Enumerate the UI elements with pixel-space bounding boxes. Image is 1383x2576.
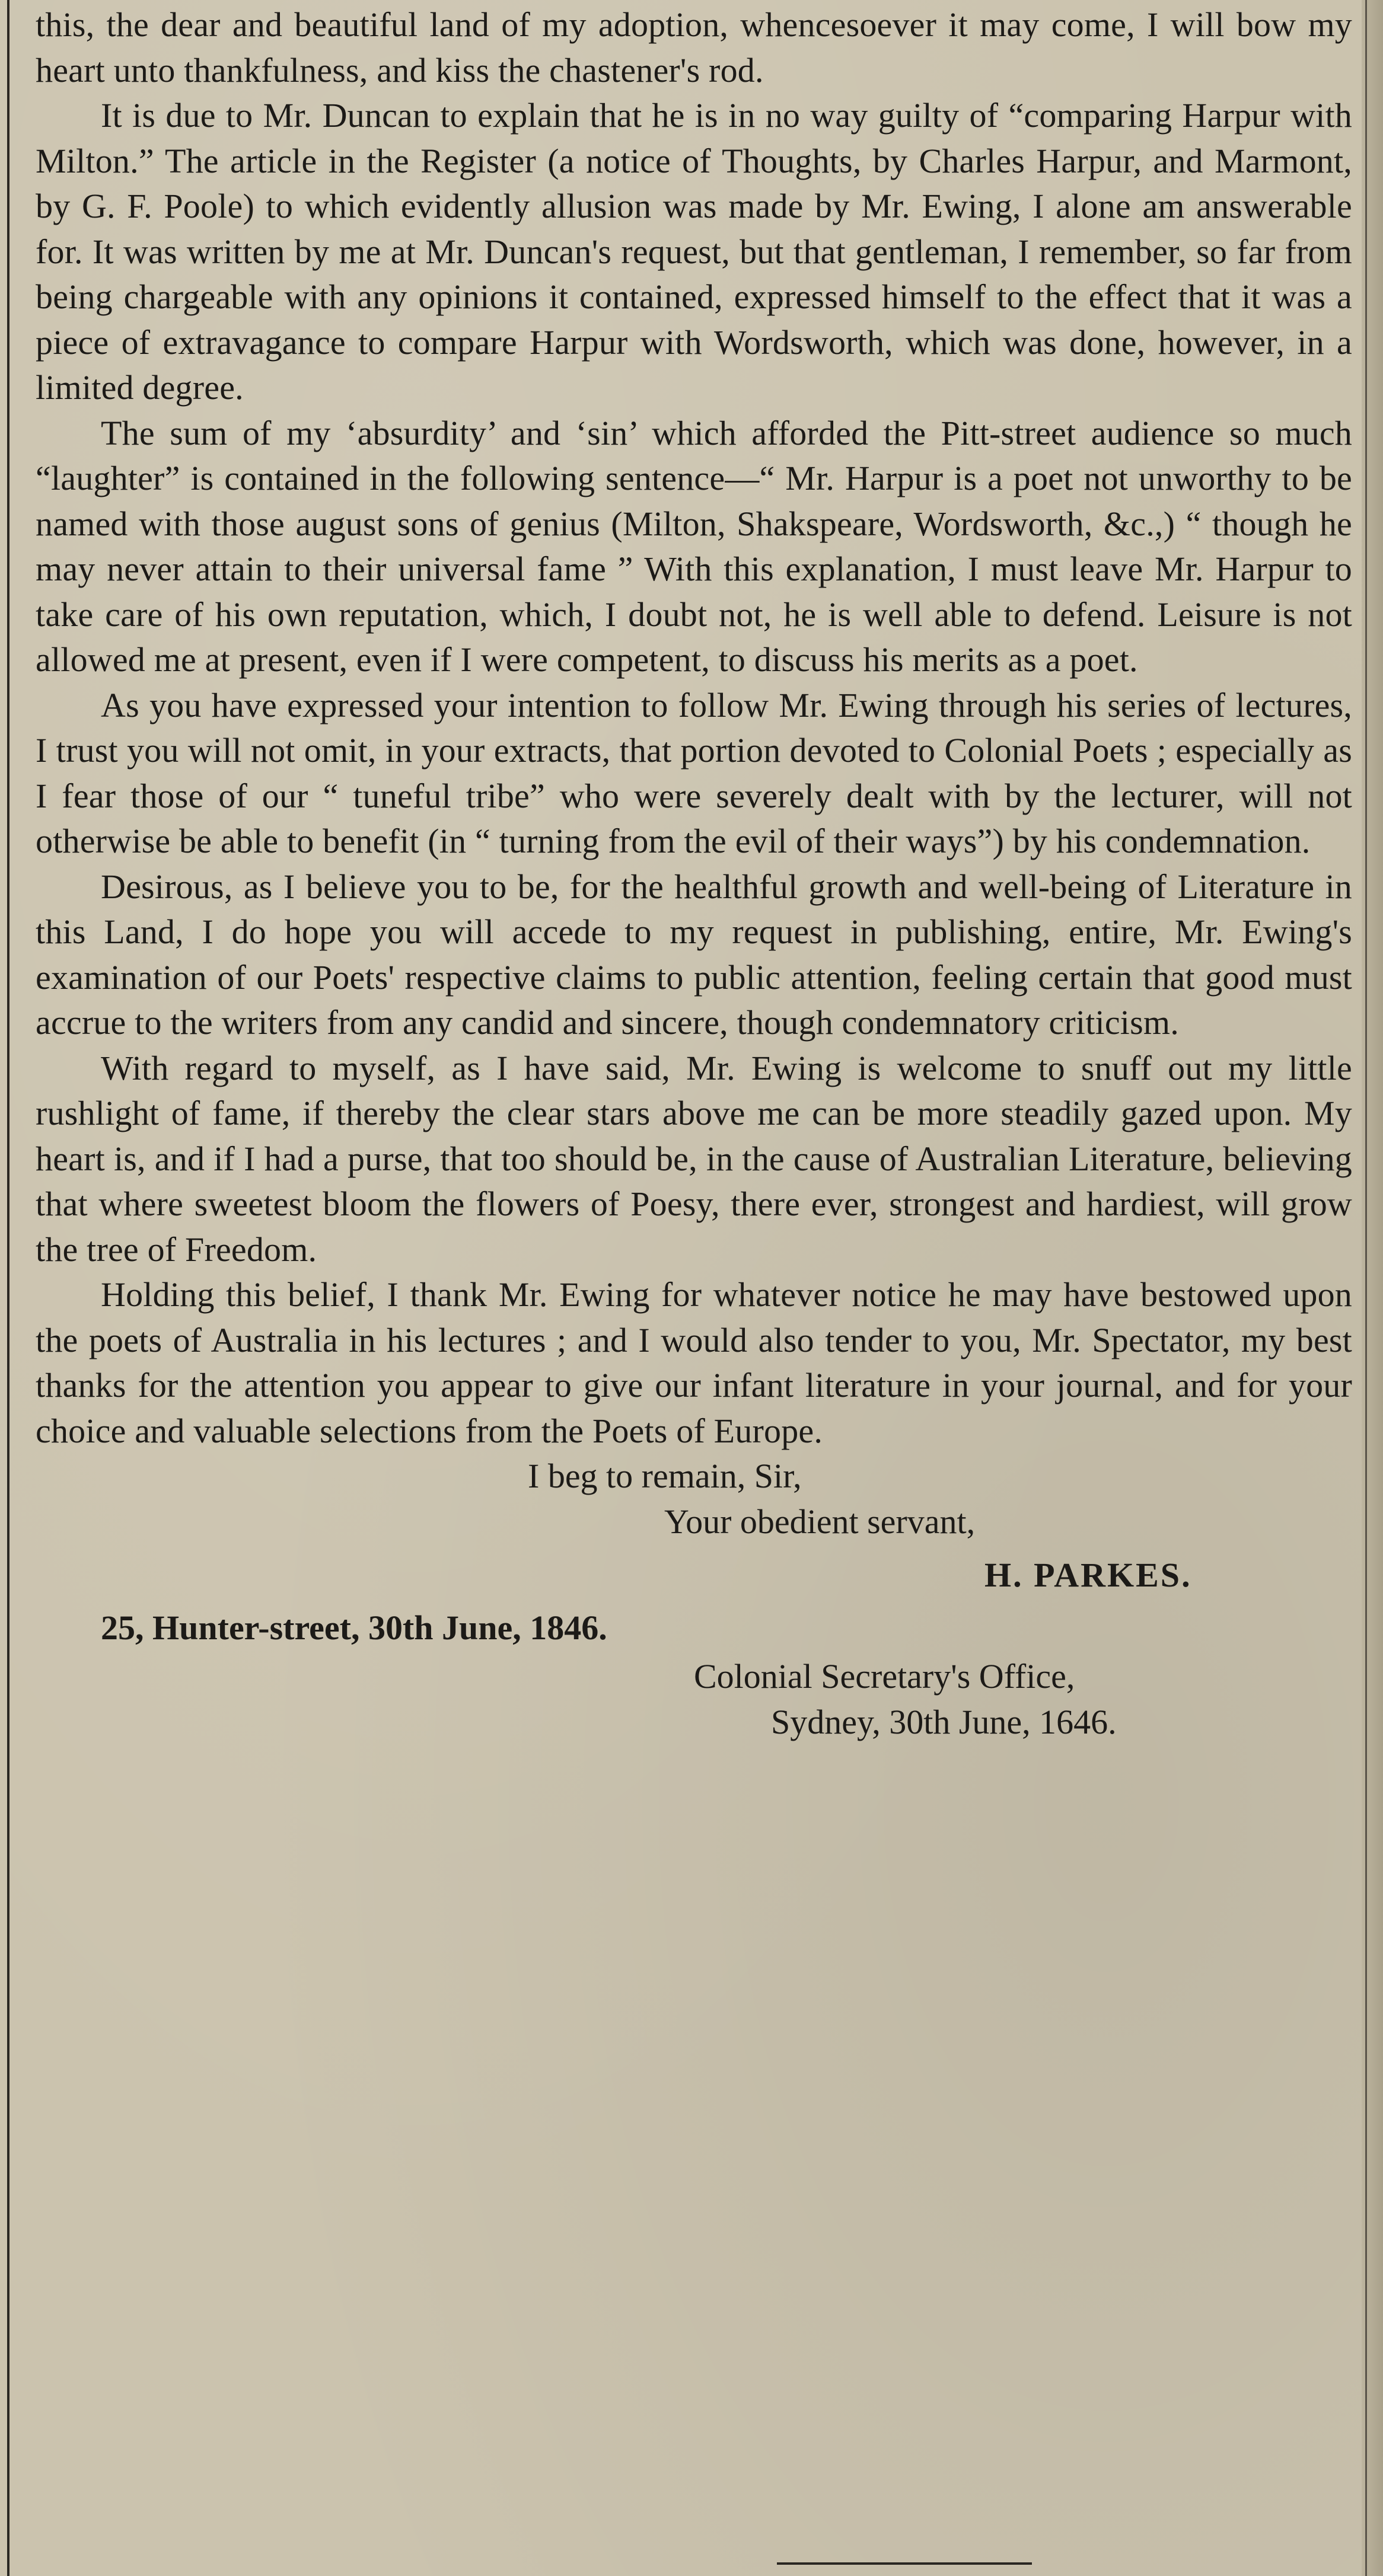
letter-paragraph-5: Desirous, as I believe you to be, for the healthful growth and well-being of Literature in this Land, I do hope you will accede to my request in publishing, entire, Mr. Ewing's examination of our Poets' respective claims to public attention, feeling certain that good must accrue to the writers from any candid and sincere, though condemnatory criticism.: [36, 867, 1352, 1042]
column-rule-left: [7, 0, 9, 2576]
letter-column: [36, 2, 1352, 1745]
letter-paragraph-6: With regard to myself, as I have said, Mr. Ewing is welcome to snuff out my little rushlight of fame, if thereby the clear stars above me can be more steadily gazed upon. My heart is, and if I had a purse, that too should be, in the cause of Australian Literature, believing that where sweetest bloom the flowers of Poesy, there ever, strongest and hardiest, will grow the tree of Freedom.: [36, 1048, 1352, 1269]
letter-paragraph-1: this, the dear and beautiful land of my adoption, whencesoever it may come, I will bow my heart unto thankfulness, and kiss the chastener's rod.: [36, 5, 1352, 90]
closing-rule: [777, 2562, 1032, 2565]
closing-line-1: I beg to remain, Sir,: [528, 1457, 802, 1495]
letter-paragraph-3: The sum of my ‘absurdity’ and ‘sin’ which afforded the Pitt-street audience so much “laughter” is contained in the following sentence—“ Mr. Harpur is a poet not unworthy to be named with those august sons of genius (Milton, Shakspeare, Wordsworth, &c.,) “ though he may never attain to their universal fame ” With this explanation, I must leave Mr. Harpur to take care of his own reputation, which, I doubt not, he is well able to defend. Leisure is not allowed me at present, even if I were competent, to discuss his merits as a poet.: [36, 413, 1352, 679]
letter-paragraph-7: Holding this belief, I thank Mr. Ewing for whatever notice he may have bestowed upon the poets of Australia in his lectures ; and I would also tender to you, Mr. Spectator, my best thanks for the attention you appear to give our infant literature in your journal, and for your choice and valuable selections from the Poets of Europe.: [36, 1275, 1352, 1450]
office-line-2: Sydney, 30th June, 1646.: [771, 1702, 1117, 1741]
signature: H. PARKES.: [984, 1556, 1192, 1594]
letter-paragraph-4: As you have expressed your intention to follow Mr. Ewing through his series of lectures, I trust you will not omit, in your extracts, that portion devoted to Colonial Poets ; especially as I fear those of our “ tuneful tribe” who were severely dealt with by the lecturer, will not otherwise be able to benefit (in “ turning from the evil of their ways”) by his condemnation.: [36, 685, 1352, 860]
closing-line-2: Your obedient servant,: [664, 1502, 976, 1541]
letter-paragraph-2: It is due to Mr. Duncan to explain that he is in no way guilty of “comparing Harpur with Milton.” The article in the Register (a notice of Thoughts, by Charles Harpur, and Marmont, by G. F. Poole) to which evidently allusion was made by Mr. Ewing, I alone am answerable for. It was written by me at Mr. Duncan's request, but that gentleman, I remember, so far from being chargeable with any opinions it contained, expressed himself to the effect that it was a piece of extravagance to compare Harpur with Wordsworth, which was done, however, in a limited degree.: [36, 96, 1352, 407]
office-line-1: Colonial Secretary's Office,: [694, 1657, 1075, 1696]
sender-address: 25, Hunter-street, 30th June, 1846.: [101, 1608, 607, 1647]
column-rule-right: [1365, 0, 1367, 2576]
